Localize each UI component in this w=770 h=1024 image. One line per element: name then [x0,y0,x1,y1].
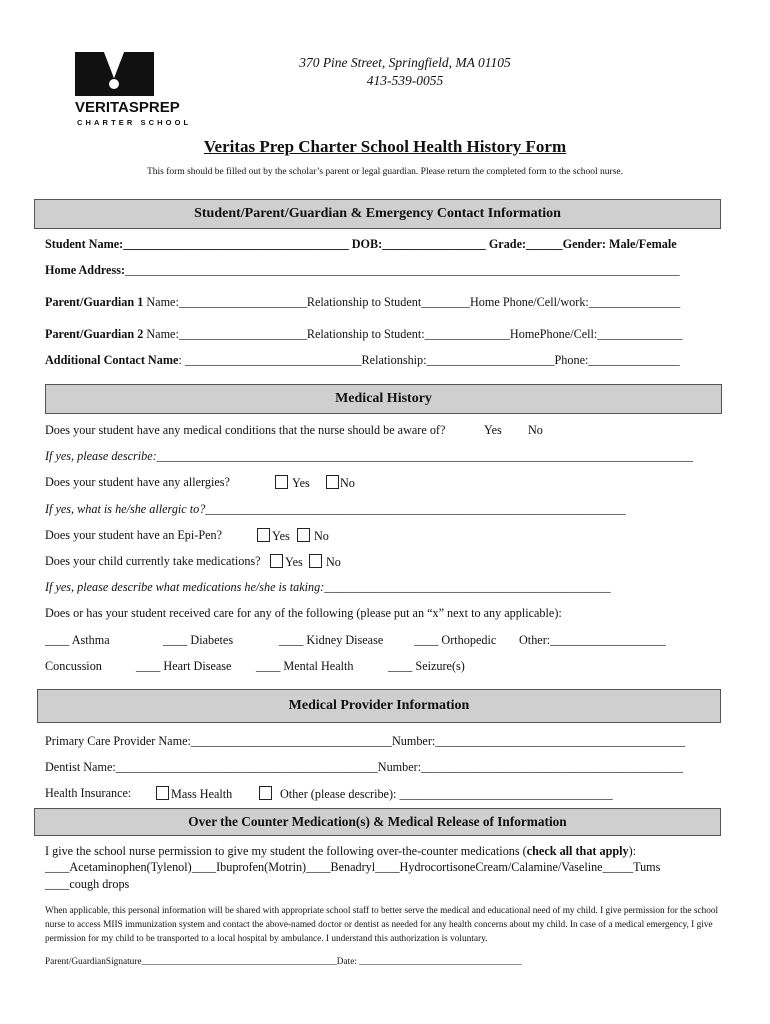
student-name-line[interactable]: Student Name:_____________________________________ DOB:_________________ Grade:______Gender: Male/Female [45,237,677,251]
epipen-yes-checkbox[interactable] [257,528,270,542]
allergies-no-label: No [340,476,355,490]
parent-guardian-1-label: Parent/Guardian 1 [45,295,144,309]
form-subtitle: This form should be filled out by the scholar’s parent or legal guardian. Please return the completed form to the school nurse. [146,167,624,177]
address-line-2: 413-539-0055 [366,73,444,88]
otc-check-all-text: check all that apply [526,844,629,858]
condition-kidney-disease[interactable]: ____ Kidney Disease [279,633,384,647]
epipen-no-checkbox[interactable] [297,528,310,542]
release-statement: When applicable, this personal information will be shared with appropriate school staff to better serve the medical and educational need of my child. I give permission for the school nurse to access MIIS immunization system and contact the above-named doctor or dentist as needed for any health concerns about my child. In case of a medical emergency, I give permission for my child to be transported to a local hospital by ambulance. I understand this authorization is voluntary. [45,906,719,944]
medications-yes-option[interactable] [270,554,303,570]
mass-health-checkbox[interactable] [156,786,169,800]
mass-health-label: Mass Health [171,787,233,801]
epipen-question: Does your student have an Epi-Pen? [45,528,223,542]
medications-no-label: No [326,555,341,569]
otc-permission-text: I give the school nurse permission to give my student the following over-the-counter medications ( [45,844,527,858]
condition-mental-health[interactable]: ____ Mental Health [256,659,354,673]
other-insurance-checkbox[interactable] [259,786,272,800]
primary-care-provider-line[interactable]: Primary Care Provider Name:_________________________________Number:_________________________________________ [45,734,686,748]
logo-subtext: CHARTER SCHOOL [77,118,192,127]
parent-guardian-1-line[interactable] [45,295,680,310]
home-address-blank[interactable]: ___________________________________________________________________________________________ [125,263,680,277]
medical-conditions-describe-line[interactable] [45,449,693,464]
mass-health-option[interactable] [156,786,232,802]
section-heading-medical-provider: Medical Provider Information [37,689,721,723]
otc-cough-drops-option[interactable]: ____cough drops [45,877,130,891]
medical-conditions-question: Does your student have any medical conditions that the nurse should be aware of? [45,423,446,437]
additional-contact-label: Additional Contact Name [45,353,179,367]
medications-yes-label: Yes [285,555,303,569]
allergies-question: Does your student have any allergies? [45,475,230,489]
condition-other[interactable]: Other:___________________ [519,633,666,647]
parent-guardian-2-label: Parent/Guardian 2 [45,327,144,341]
condition-seizures[interactable]: ____ Seizure(s) [388,659,465,673]
parent-guardian-2-line[interactable] [45,327,683,342]
medical-conditions-describe-blank[interactable]: ________________________________________________________________________________________ [156,449,693,463]
additional-contact-line[interactable] [45,353,680,368]
condition-orthopedic[interactable]: ____ Orthopedic [414,633,497,647]
care-received-question: Does or has your student received care for any of the following (please put an “x” next to any applicable): [45,606,562,620]
school-logo [70,46,210,132]
other-insurance-option[interactable] [259,786,613,802]
health-insurance-label: Health Insurance: [45,786,132,800]
epipen-no-label: No [314,529,329,543]
parent-guardian-1-fields[interactable]: Name:_____________________Relationship to Student________Home Phone/Cell/work:_______________ [143,295,681,309]
medications-describe-label: If yes, please describe what medications he/she is taking: [45,580,325,594]
medical-conditions-describe-label: If yes, please describe: [45,449,157,463]
medications-describe-line[interactable] [45,580,611,595]
allergies-describe-label: If yes, what is he/she allergic to? [45,502,206,516]
condition-heart-disease[interactable]: ____ Heart Disease [136,659,232,673]
allergies-no-checkbox[interactable] [326,475,339,489]
allergies-yes-checkbox[interactable] [275,475,288,489]
allergies-yes-label: Yes [292,476,310,490]
condition-concussion[interactable]: Concussion [45,659,102,673]
otc-permission-line [45,844,636,859]
medications-yes-checkbox[interactable] [270,554,283,568]
allergies-describe-blank[interactable]: _____________________________________________________________________ [205,502,626,516]
otc-permission-end: ): [628,844,637,858]
epipen-yes-option[interactable] [257,528,290,544]
additional-contact-fields[interactable]: : _____________________________Relationship:_____________________Phone:_______________ [178,353,680,367]
section-heading-medical-history: Medical History [45,384,722,414]
logo-wordmark: VERITASPREP [75,99,180,116]
allergies-yes-option[interactable] [275,475,310,491]
section-heading-contact: Student/Parent/Guardian & Emergency Contact Information [34,199,721,229]
allergies-no-option[interactable] [326,475,355,491]
condition-asthma[interactable]: ____ Asthma [45,633,110,647]
medications-no-option[interactable] [309,554,341,570]
home-address-line[interactable] [45,263,680,278]
home-address-label: Home Address: [45,263,126,277]
epipen-no-option[interactable] [297,528,329,544]
condition-diabetes[interactable]: ____ Diabetes [163,633,234,647]
medical-conditions-no[interactable]: No [528,423,543,437]
address-line-1: 370 Pine Street, Springfield, MA 01105 [299,55,511,70]
medications-no-checkbox[interactable] [309,554,322,568]
other-insurance-field[interactable]: Other (please describe): ___________________________________ [280,787,613,801]
medications-describe-blank[interactable]: _______________________________________________ [324,580,611,594]
dentist-line[interactable]: Dentist Name:___________________________________________Number:___________________________________________ [45,760,684,774]
parent-guardian-2-fields[interactable]: Name:_____________________Relationship to Student:______________HomePhone/Cell:______________ [143,327,683,341]
otc-medication-options[interactable]: ____Acetaminophen(Tylenol)____Ibuprofen(Motrin)____Benadryl____HydrocortisoneCream/Calamine/Vaseline_____Tums [45,860,661,874]
signature-date-line[interactable]: Parent/GuardianSignature__________________________________________Date: ___________________________________ [45,957,522,967]
allergies-describe-line[interactable] [45,502,626,517]
medications-question: Does your child currently take medications? [45,554,261,568]
epipen-yes-label: Yes [272,529,290,543]
medical-conditions-yes[interactable]: Yes [484,423,502,437]
logo-emblem-icon [70,46,210,132]
section-heading-otc-medication: Over the Counter Medication(s) & Medical Release of Information [34,808,721,836]
form-title: Veritas Prep Charter School Health History Form [203,137,567,156]
